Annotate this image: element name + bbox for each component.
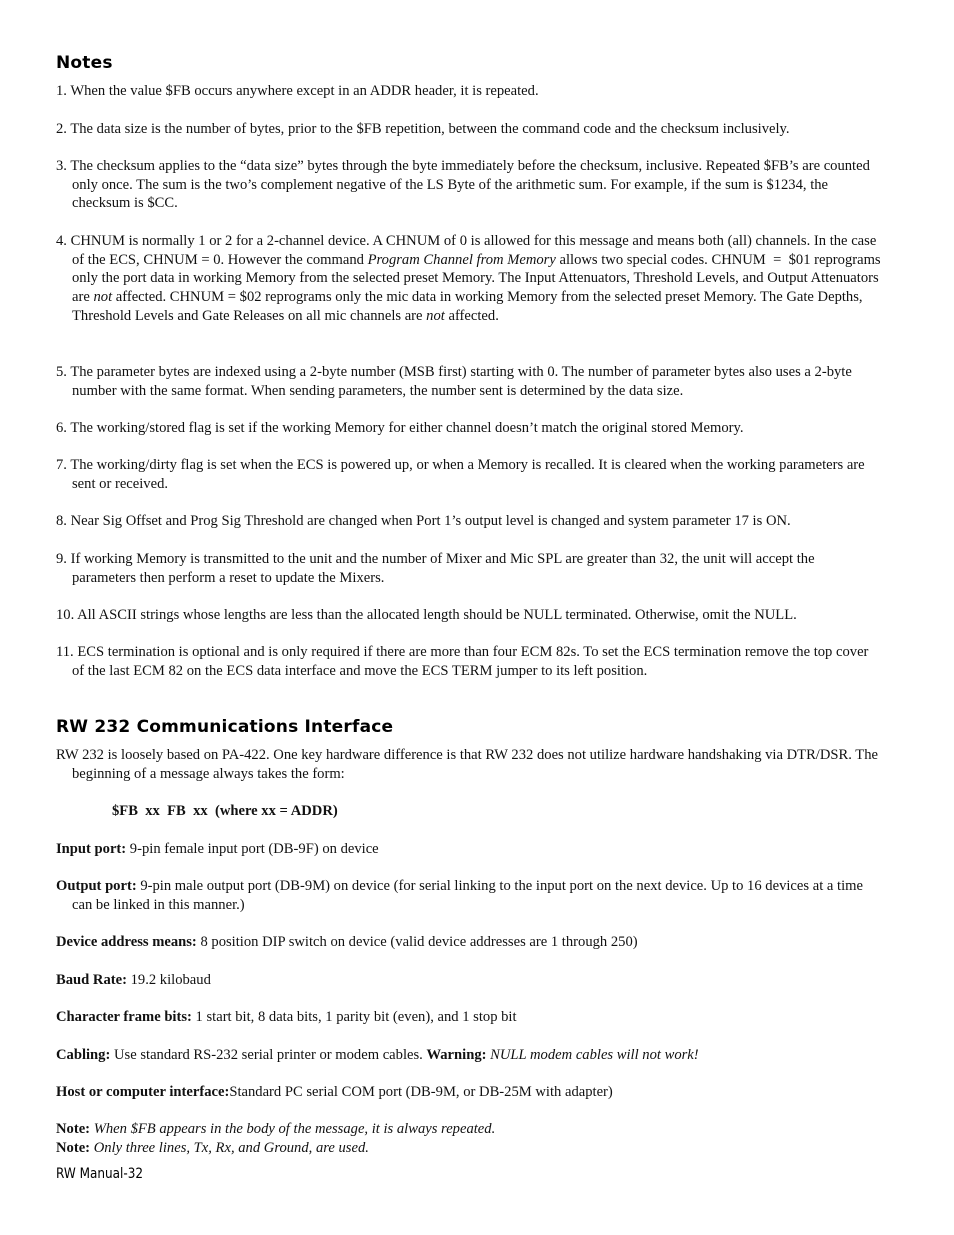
note-fb-repeat-label: Note: xyxy=(56,1121,91,1137)
message-form xyxy=(112,802,338,821)
note-fb-repeat xyxy=(56,1120,882,1139)
note-2: 2. The data size is the number of bytes, prior to the $FB repetition, between the command code and the checksum inclusively. xyxy=(56,121,790,137)
cabling-label: Cabling: xyxy=(56,1047,111,1063)
warning-text: NULL modem cables will not work! xyxy=(486,1047,699,1063)
input-port-row xyxy=(56,840,882,859)
note-4-text-4: affected. xyxy=(444,307,499,324)
frame-bits-label: Character frame bits: xyxy=(56,1009,192,1025)
host-interface-value: Standard PC serial COM port (DB-9M, or DB-25M with adapter) xyxy=(229,1084,613,1100)
input-port-label: Input port: xyxy=(56,841,127,857)
output-port-row xyxy=(56,877,882,914)
cabling-value: Use standard RS-232 serial printer or modem cables. xyxy=(110,1047,427,1063)
note-10: 10. All ASCII strings whose lengths are less than the allocated length should be NULL terminated. Otherwise, omit the NULL. xyxy=(56,607,797,623)
rw232-intro: RW 232 is loosely based on PA-422. One key hardware difference is that RW 232 does not utilize hardware handshaking via DTR/DSR. The beginning of a message always takes the form: xyxy=(56,747,878,782)
output-port-label: Output port: xyxy=(56,878,137,894)
note-4-not-2: not xyxy=(426,307,445,324)
note-three-lines-label: Note: xyxy=(56,1140,91,1156)
note-3: 3. The checksum applies to the “data size” bytes through the byte immediately before the checksum, inclusive. Repeated $FB’s are counted only once. The sum is the two’s complement negative of the LS Byte of the arithmetic sum. For example, if the sum is $1234, the checksum is $CC. xyxy=(56,158,870,212)
note-three-lines xyxy=(56,1139,882,1158)
note-4-not-1: not xyxy=(93,289,113,306)
note-5: 5. The parameter bytes are indexed using a 2-byte number (MSB first) starting with 0. The number of parameter bytes also uses a 2-byte number with the same format. When sending parameters, the number sent is determined by the data size. xyxy=(56,364,852,399)
output-port-value: 9-pin male output port (DB-9M) on device (for serial linking to the input port on the next device. Up to 16 devices at a time can be linked in this manner.) xyxy=(72,878,863,913)
baud-rate-row xyxy=(56,971,882,990)
note-9: 9. If working Memory is transmitted to the unit and the number of Mixer and Mic SPL are greater than 32, the unit will accept the parameters then perform a reset to update the Mixers. xyxy=(56,551,815,586)
frame-bits-row xyxy=(56,1008,882,1027)
note-three-lines-text: Only three lines, Tx, Rx, and Ground, are used. xyxy=(90,1140,369,1156)
note-4-text-1: 4. CHNUM is normally 1 or 2 for a 2-channel device. A CHNUM of 0 is allowed for this message and means both (all) channels. In the case of the ECS, CHNUM = 0. However the command xyxy=(56,233,877,268)
device-address-row xyxy=(56,933,882,952)
baud-rate-value: 19.2 kilobaud xyxy=(126,972,211,988)
note-11: 11. ECS termination is optional and is only required if there are more than four ECM 82s. To set the ECS termination remove the top cover of the last ECM 82 on the ECS data interface and move the ECS TERM jumper to its left position. xyxy=(56,644,869,679)
device-address-value: 8 position DIP switch on device (valid device addresses are 1 through 250) xyxy=(196,934,638,950)
note-4-command-name: Program Channel from Memory xyxy=(367,251,556,268)
cabling-row xyxy=(56,1046,882,1065)
host-interface-label: Host or computer interface: xyxy=(56,1084,230,1100)
note-4-text-2: allows two special codes. CHNUM = $01 reprograms only the port data in working Memory from the selected preset Memory. The Input Attenuators, Threshold Levels, and Output Attenuators are xyxy=(72,251,881,306)
note-fb-repeat-text: When $FB appears in the body of the message, it is always repeated. xyxy=(90,1121,496,1137)
host-interface-row xyxy=(56,1083,882,1102)
notes-heading: Notes xyxy=(56,53,113,73)
note-4 xyxy=(56,232,882,326)
note-1: 1. When the value $FB occurs anywhere except in an ADDR header, it is repeated. xyxy=(56,83,539,99)
frame-bits-value: 1 start bit, 8 data bits, 1 parity bit (even), and 1 stop bit xyxy=(191,1009,517,1025)
note-4-text-3: affected. CHNUM = $02 reprograms only the mic data in working Memory from the selected preset Memory. The Gate Depths, Threshold Levels and Gate Releases on all mic channels are xyxy=(72,289,863,324)
note-8: 8. Near Sig Offset and Prog Sig Threshold are changed when Port 1’s output level is changed and system parameter 17 is ON. xyxy=(56,513,791,529)
note-7: 7. The working/dirty flag is set when the ECS is powered up, or when a Memory is recalled. It is cleared when the working parameters are sent or received. xyxy=(56,457,865,492)
input-port-value: 9-pin female input port (DB-9F) on device xyxy=(126,841,379,857)
baud-rate-label: Baud Rate: xyxy=(56,972,127,988)
note-6: 6. The working/stored flag is set if the working Memory for either channel doesn’t match the original stored Memory. xyxy=(56,420,744,436)
message-form-text: $FB xx FB xx (where xx = ADDR) xyxy=(112,803,338,819)
page-footer: RW Manual-32 xyxy=(56,1166,144,1182)
warning-label: Warning: xyxy=(426,1047,487,1063)
device-address-label: Device address means: xyxy=(56,934,197,950)
rw232-heading: RW 232 Communications Interface xyxy=(56,717,394,737)
